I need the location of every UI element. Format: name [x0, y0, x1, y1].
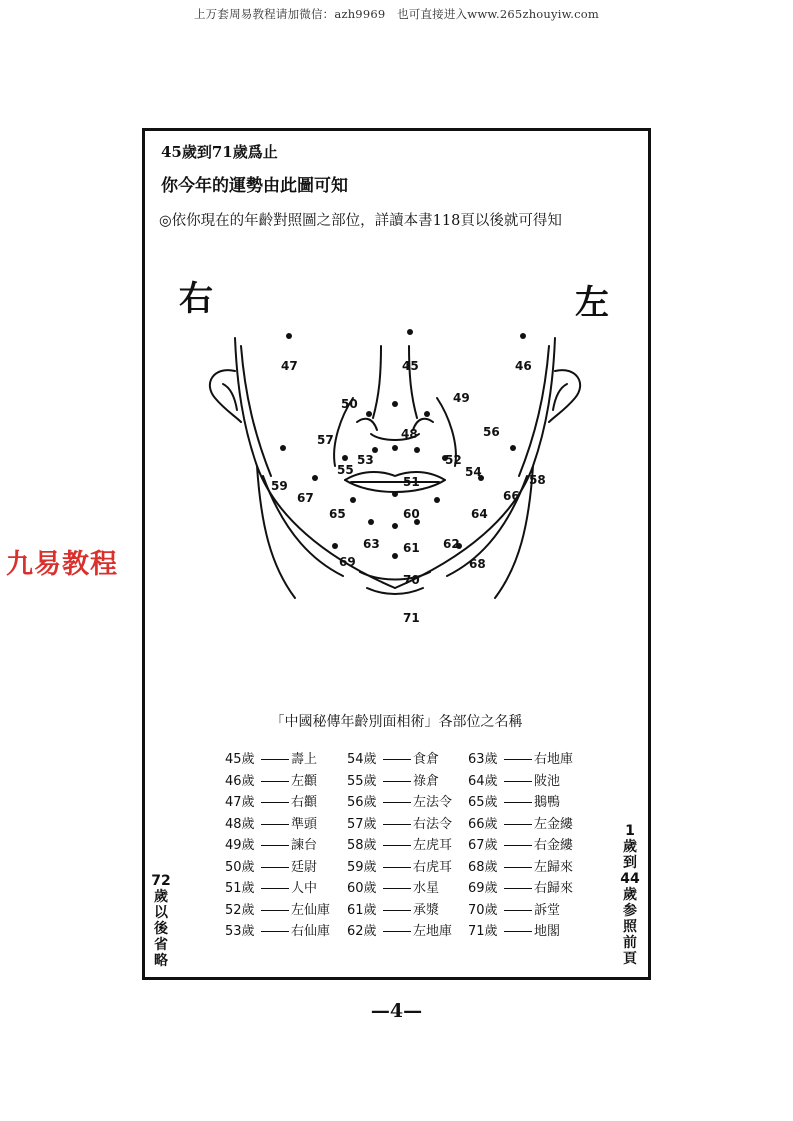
table-row: 51歲 人中	[225, 881, 318, 896]
point-label: 57	[317, 433, 334, 447]
age-range: 45歲到71歲爲止	[161, 143, 278, 161]
point-label: 68	[469, 557, 486, 571]
table-row: 50歲 廷尉	[225, 859, 318, 875]
table-column-3	[468, 749, 573, 943]
point-label: 47	[281, 359, 298, 373]
table-row: 61歲 承漿	[347, 902, 440, 918]
point-label: 45	[402, 359, 419, 373]
point-label: 61	[403, 541, 420, 555]
side-label-right: 右	[179, 279, 213, 319]
point-label: 56	[483, 425, 500, 439]
table-row: 64歲 陂池	[468, 773, 561, 789]
point-label: 70	[403, 573, 420, 587]
point-label: 51	[403, 475, 420, 489]
point-label: 69	[339, 555, 356, 569]
vertical-note-right: 1歲到44歲参照前頁	[620, 823, 640, 967]
table-row: 45歲 壽上	[225, 752, 318, 767]
point-label: 64	[471, 507, 488, 521]
point-label: 66	[503, 489, 520, 503]
page-number: —4—	[370, 1000, 423, 1022]
point-label: 65	[329, 507, 346, 521]
table-row: 46歲 左顴	[225, 773, 318, 789]
table-row: 62歲 左地庫	[347, 924, 453, 939]
watermark: 九易教程	[6, 549, 118, 580]
table-row: 55歲 祿倉	[347, 773, 440, 789]
table-row: 70歲 訴堂	[468, 902, 561, 918]
table-row: 65歲 鵝鴨	[468, 795, 561, 810]
vertical-note-left: 72歲以後省略	[151, 873, 171, 969]
table-title: 「中國秘傳年齡別面相術」各部位之名稱	[270, 714, 523, 730]
point-label: 48	[401, 427, 418, 441]
table-row: 58歲 左虎耳	[347, 838, 453, 853]
table-row: 56歲 左法令	[347, 795, 453, 810]
point-label: 55	[337, 463, 354, 477]
table-row: 60歲 水星	[347, 881, 440, 896]
point-label: 62	[443, 537, 460, 551]
diagram-frame	[142, 128, 651, 980]
point-label: 50	[341, 397, 358, 411]
table-row: 47歲 右顴	[225, 795, 318, 810]
table-row: 67歲 右金縷	[468, 838, 574, 853]
table-row: 68歲 左歸來	[468, 859, 574, 875]
table-column-2	[347, 749, 452, 943]
point-label: 53	[357, 453, 374, 467]
side-label-left: 左	[575, 283, 609, 323]
table-row: 53歲 右仙庫	[225, 924, 331, 939]
table-column-1	[225, 749, 330, 943]
table-row: 71歲 地閣	[468, 924, 561, 939]
table-row: 63歲 右地庫	[468, 752, 574, 767]
point-label: 67	[297, 491, 314, 505]
point-label: 59	[271, 479, 288, 493]
point-label: 46	[515, 359, 532, 373]
table-row: 69歲 右歸來	[468, 881, 574, 896]
point-label: 49	[453, 391, 470, 405]
main-title: 你今年的運勢由此圖可知	[161, 176, 348, 196]
point-label: 54	[465, 465, 482, 479]
table-row: 52歲 左仙庫	[225, 902, 331, 918]
face-diagram	[185, 326, 615, 666]
point-label: 60	[403, 507, 420, 521]
table-row: 49歲 諫台	[225, 838, 318, 853]
point-label: 52	[445, 453, 462, 467]
point-label: 58	[529, 473, 546, 487]
table-row: 48歲 準頭	[225, 816, 318, 832]
point-label: 71	[403, 611, 420, 625]
table-row: 66歲 左金縷	[468, 816, 574, 832]
header-note: 上万套周易教程请加微信：azh9969 也可直接进入www.265zhouyiw.com	[193, 7, 600, 21]
table-row: 59歲 右虎耳	[347, 859, 453, 875]
instruction-text: ◎依你現在的年齡對照圖之部位，詳讀本書118頁以後就可得知	[159, 213, 562, 229]
table-row: 54歲 食倉	[347, 752, 440, 767]
point-label: 63	[363, 537, 380, 551]
table-row: 57歲 右法令	[347, 816, 453, 832]
